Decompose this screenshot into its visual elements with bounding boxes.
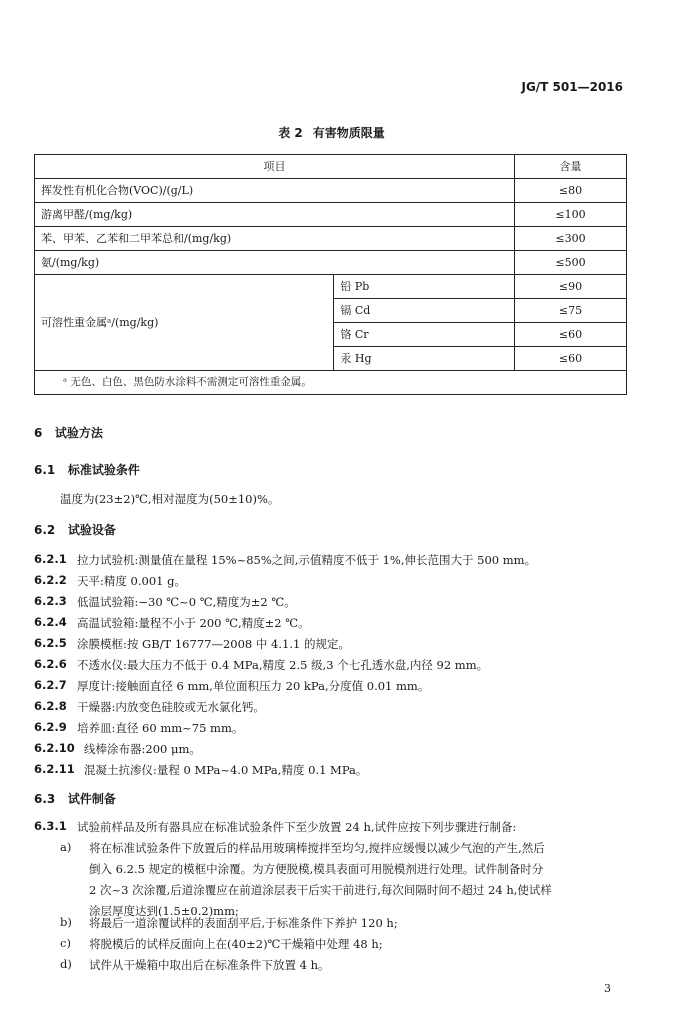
item-number: 6.2.3 — [34, 594, 67, 608]
metal-name: 铬 Cr — [334, 323, 515, 347]
column-header-content: 含量 — [515, 155, 627, 179]
list-item — [0, 819, 673, 839]
table-caption-title: 有害物质限量 — [312, 126, 385, 140]
item-text: 混凝土抗渗仪:量程 0 MPa~4.0 MPa,精度 0.1 MPa。 — [84, 763, 368, 777]
list-item — [0, 615, 673, 635]
step-line: 倒入 6.2.5 规定的模框中涂覆。为方便脱模,模具表面可用脱模剂进行处理。试件制备时分 — [89, 862, 544, 876]
item-text: 天平:精度 0.001 g。 — [77, 574, 186, 588]
row-value: ≤100 — [515, 203, 627, 227]
list-item — [0, 636, 673, 656]
section-number: 6.1 — [34, 463, 56, 477]
metal-value: ≤90 — [515, 275, 627, 299]
item-number: 6.2.5 — [34, 636, 67, 650]
step-line: 将在标准试验条件下放置后的样品用玻璃棒搅拌至均匀,搅拌应缓慢以减少气泡的产生,然后 — [89, 841, 545, 855]
table-caption-number: 表 2 — [278, 126, 303, 140]
step-marker: d) — [60, 957, 72, 971]
row-item: 苯、甲苯、乙苯和二甲苯总和/(mg/kg) — [35, 227, 515, 251]
list-item — [0, 720, 673, 740]
step-line: 2 次~3 次涂覆,后道涂覆应在前道涂层表干后实干前进行,每次间隔时间不超过 24 h,使试样 — [89, 883, 552, 897]
list-item — [0, 594, 673, 614]
list-item — [0, 678, 673, 698]
item-text: 培养皿:直径 60 mm~75 mm。 — [77, 721, 244, 735]
item-text: 试验前样品及所有器具应在标准试验条件下至少放置 24 h,试件应按下列步骤进行制备: — [77, 820, 517, 834]
row-item: 挥发性有机化合物(VOC)/(g/L) — [35, 179, 515, 203]
table-row — [35, 251, 627, 275]
item-text: 干燥器:内放变色硅胶或无水氯化钙。 — [77, 700, 265, 714]
list-item — [0, 699, 673, 719]
item-number: 6.3.1 — [34, 819, 67, 833]
list-item — [0, 741, 673, 761]
item-text: 不透水仪:最大压力不低于 0.4 MPa,精度 2.5 级,3 个七孔透水盘,内径 92 mm。 — [77, 658, 489, 672]
metal-name: 汞 Hg — [334, 347, 515, 371]
list-item — [0, 552, 673, 572]
section-number: 6.3 — [34, 792, 56, 806]
section-number: 6 — [34, 426, 43, 440]
row-item: 氨/(mg/kg) — [35, 251, 515, 275]
item-text: 厚度计:接触面直径 6 mm,单位面积压力 20 kPa,分度值 0.01 mm。 — [77, 679, 430, 693]
list-item — [0, 573, 673, 593]
step-line: 试件从干燥箱中取出后在标准条件下放置 4 h。 — [89, 958, 330, 972]
metal-value: ≤60 — [515, 347, 627, 371]
table-row — [35, 275, 627, 299]
step-marker: b) — [60, 915, 72, 929]
section-title: 试验设备 — [67, 523, 116, 537]
section-6-2-heading — [34, 521, 116, 538]
list-item — [0, 657, 673, 677]
section-title: 试件制备 — [67, 792, 116, 806]
column-header-item: 项目 — [35, 155, 515, 179]
section-6-heading — [34, 424, 103, 441]
table-footnote: ᵃ 无色、白色、黑色防水涂料不需测定可溶性重金属。 — [35, 371, 627, 395]
heavy-metal-label: 可溶性重金属ᵃ/(mg/kg) — [35, 275, 334, 371]
metal-name: 镉 Cd — [334, 299, 515, 323]
page-number: 3 — [604, 982, 611, 995]
item-number: 6.2.4 — [34, 615, 67, 629]
item-number: 6.2.8 — [34, 699, 67, 713]
hazardous-substance-table — [34, 154, 627, 395]
step-marker: a) — [60, 840, 72, 854]
step-marker: c) — [60, 936, 71, 950]
table-caption — [0, 124, 673, 141]
section-title: 标准试验条件 — [67, 463, 140, 477]
item-number: 6.2.2 — [34, 573, 67, 587]
table-row — [35, 203, 627, 227]
section-6-1-heading — [34, 461, 140, 478]
row-item: 游离甲醛/(mg/kg) — [35, 203, 515, 227]
item-number: 6.2.1 — [34, 552, 67, 566]
table-note-row — [35, 371, 627, 395]
metal-value: ≤60 — [515, 323, 627, 347]
row-value: ≤300 — [515, 227, 627, 251]
table-row — [35, 179, 627, 203]
metal-name: 铅 Pb — [334, 275, 515, 299]
table-header-row — [35, 155, 627, 179]
step-line: 将脱模后的试样反面向上在(40±2)℃干燥箱中处理 48 h; — [89, 937, 383, 951]
section-title: 试验方法 — [54, 426, 103, 440]
item-number: 6.2.10 — [34, 741, 75, 755]
item-number: 6.2.11 — [34, 762, 75, 776]
step-line: 将最后一道涂覆试样的表面刮平后,于标准条件下养护 120 h; — [89, 916, 398, 930]
row-value: ≤500 — [515, 251, 627, 275]
section-number: 6.2 — [34, 523, 56, 537]
item-text: 高温试验箱:量程不小于 200 ℃,精度±2 ℃。 — [77, 616, 310, 630]
row-value: ≤80 — [515, 179, 627, 203]
item-text: 涂膜模框:按 GB/T 16777—2008 中 4.1.1 的规定。 — [77, 637, 350, 651]
table-row — [35, 227, 627, 251]
section-6-3-heading — [34, 790, 116, 807]
item-number: 6.2.9 — [34, 720, 67, 734]
item-number: 6.2.6 — [34, 657, 67, 671]
item-text: 线棒涂布器:200 μm。 — [84, 742, 201, 756]
section-6-1-text: 温度为(23±2)℃,相对湿度为(50±10)%。 — [60, 492, 280, 506]
standard-number: JG/T 501—2016 — [521, 80, 623, 94]
item-number: 6.2.7 — [34, 678, 67, 692]
list-item — [0, 762, 673, 782]
step-line: 涂层厚度达到(1.5±0.2)mm; — [89, 904, 239, 918]
item-text: 拉力试验机:测量值在量程 15%~85%之间,示值精度不低于 1%,伸长范围大于 500 mm。 — [77, 553, 537, 567]
metal-value: ≤75 — [515, 299, 627, 323]
item-text: 低温试验箱:−30 ℃~0 ℃,精度为±2 ℃。 — [77, 595, 296, 609]
